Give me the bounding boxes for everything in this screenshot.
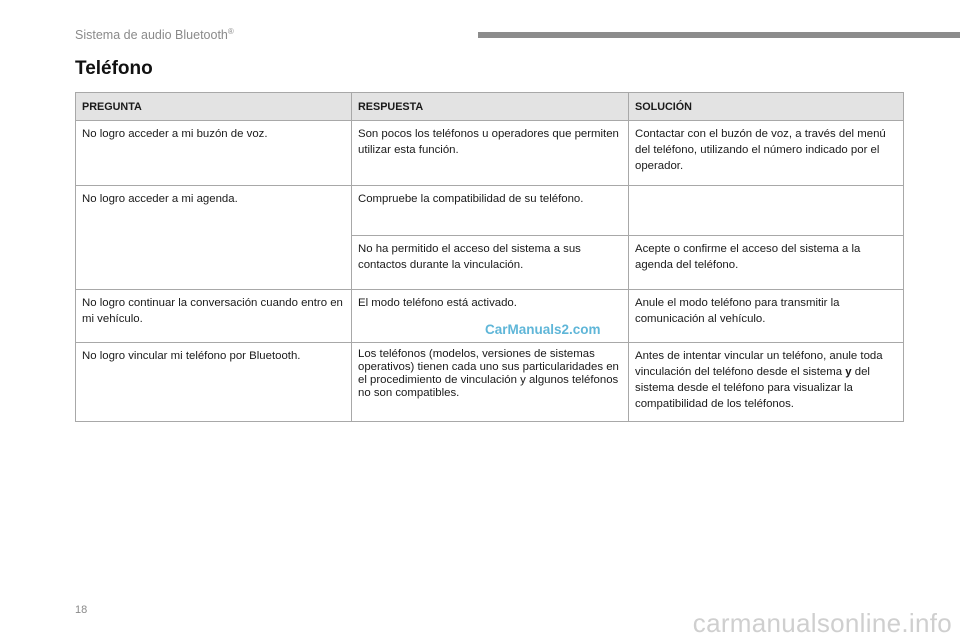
watermark-center: CarManuals2.com (485, 322, 601, 337)
column-header-answer: RESPUESTA (352, 93, 629, 121)
page-number: 18 (75, 604, 88, 616)
page-heading: Teléfono (75, 58, 153, 79)
solution-text-after: del sistema desde el teléfono para visualizar la compatibilidad de los teléfonos. (635, 366, 870, 410)
question-cell: No logro continuar la conversación cuando entro en mi vehículo. (76, 290, 352, 343)
question-cell: No logro acceder a mi buzón de voz. (76, 121, 352, 186)
solution-cell: Acepte o confirme el acceso del sistema a la agenda del teléfono. (629, 236, 904, 290)
answer-cell: El modo teléfono está activado. (352, 290, 629, 343)
header-title (75, 27, 234, 42)
solution-text-before: Antes de intentar vincular un teléfono, anule toda vinculación del teléfono desde el sistema (635, 350, 883, 378)
answer-cell: Compruebe la compatibilidad de su teléfono. (352, 186, 629, 236)
question-cell: No logro vincular mi teléfono por Bluetooth. (76, 343, 352, 422)
answer-cell: No ha permitido el acceso del sistema a sus contactos durante la vinculación. (352, 236, 629, 290)
solution-cell: Anule el modo teléfono para transmitir la comunicación al vehículo. (629, 290, 904, 343)
column-header-solution: SOLUCIÓN (629, 93, 904, 121)
answer-cell: Los teléfonos (modelos, versiones de sistemas operativos) tienen cada uno sus particularidades en el procedimiento de vinculación y algunos teléfonos no son compatibles. (352, 343, 629, 422)
header-title-text: Sistema de audio Bluetooth (75, 28, 228, 43)
table-row (76, 186, 904, 236)
solution-text-bold: y (845, 366, 852, 378)
solution-cell: Contactar con el buzón de voz, a través del menú del teléfono, utilizando el número indicado por el operador. (629, 121, 904, 186)
registered-mark: ® (227, 27, 234, 36)
table-row (76, 343, 904, 422)
table-row (76, 121, 904, 186)
header-rule (478, 32, 960, 38)
solution-cell (629, 343, 904, 422)
question-cell: No logro acceder a mi agenda. (76, 186, 352, 290)
faq-table (75, 92, 904, 422)
solution-cell (629, 186, 904, 236)
watermark-footer: carmanualsonline.info (692, 608, 952, 638)
answer-cell: Son pocos los teléfonos u operadores que permiten utilizar esta función. (352, 121, 629, 186)
table-header-row (76, 93, 904, 121)
column-header-question: PREGUNTA (76, 93, 352, 121)
